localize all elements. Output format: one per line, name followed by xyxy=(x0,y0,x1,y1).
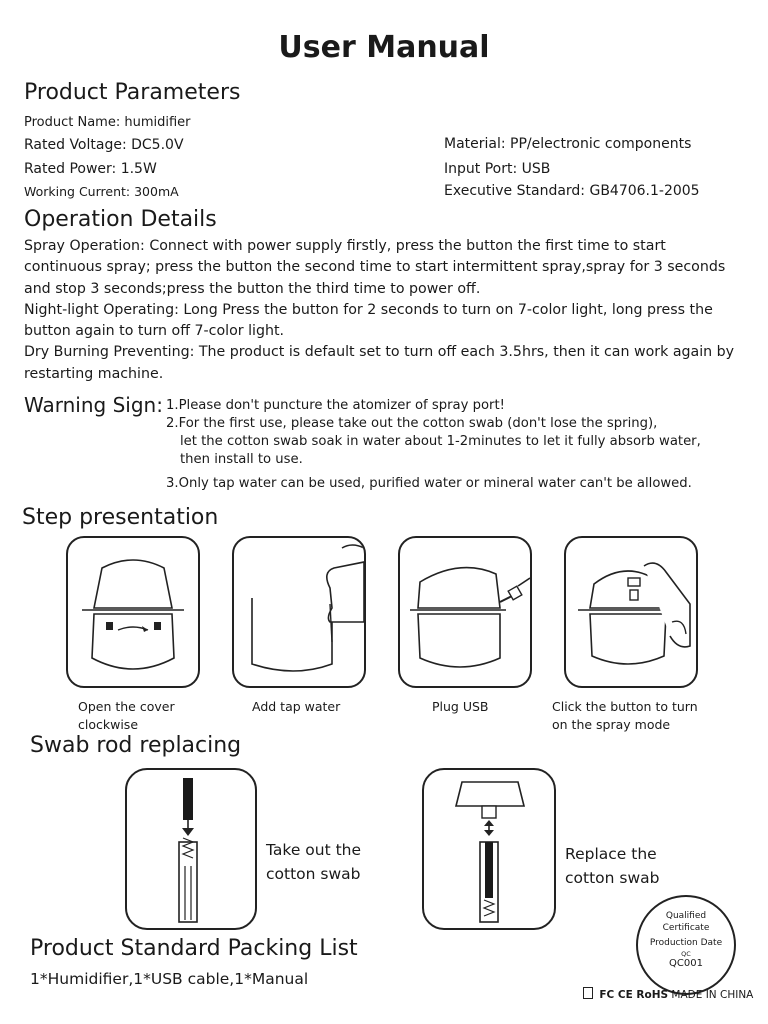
rated-power: Rated Power: 1.5W xyxy=(24,161,157,177)
step-1-caption-line-2: clockwise xyxy=(78,717,139,732)
swab-heading: Swab rod replacing xyxy=(30,733,242,758)
made-in-label: MADE IN CHINA xyxy=(671,989,754,1001)
compliance-marks: FC CE RoHS xyxy=(599,989,669,1001)
spray-operation: Spray Operation: Connect with power supply firstly, press the button the first time to start continuous spray; press the button the second time to start intermittent spray,spray for 3 seconds and stop 3 seconds;press the button the third time to power off. xyxy=(24,238,726,297)
product-name: Product Name: humidifier xyxy=(24,115,191,130)
dry-burning-operation: Dry Burning Preventing: The product is default set to turn off each 3.5hrs, then it can work again by restarting machine. xyxy=(24,344,735,382)
step-4-caption-line-1: Click the button to turn xyxy=(552,699,698,714)
cert-line-1: Qualified xyxy=(665,911,707,921)
operation-heading: Operation Details xyxy=(24,207,217,232)
step-click-button-figure xyxy=(564,536,698,688)
working-current: Working Current: 300mA xyxy=(24,184,179,199)
step-add-water-figure xyxy=(232,536,366,688)
params-heading: Product Parameters xyxy=(24,80,241,105)
night-light-operation: Night-light Operating: Long Press the button for 2 seconds to turn on 7-color light, long press the button again to turn off 7-color light. xyxy=(24,301,713,340)
take-out-line-1: Take out the xyxy=(266,841,362,859)
step-4-caption-line-2: on the spray mode xyxy=(552,717,671,732)
step-3-caption: Plug USB xyxy=(432,699,489,714)
cert-line-3: Production Date xyxy=(649,938,723,948)
packing-heading: Product Standard Packing List xyxy=(30,936,358,961)
rated-voltage: Rated Voltage: DC5.0V xyxy=(24,137,184,153)
swab-replace-figure xyxy=(422,768,556,930)
replace-line-2: cotton swab xyxy=(565,869,660,887)
warning-line-3: let the cotton swab soak in water about 1-2minutes to let it fully absorb water, xyxy=(180,434,701,449)
material: Material: PP/electronic components xyxy=(444,136,692,152)
manual-title: User Manual xyxy=(278,30,490,65)
cert-line-4: QC xyxy=(681,949,691,958)
cert-line-5: QC001 xyxy=(669,957,703,969)
usb-plug-icon xyxy=(400,538,530,686)
humidifier-open-icon xyxy=(68,538,198,686)
warning-line-4: then install to use. xyxy=(180,452,303,467)
step-plug-usb-figure xyxy=(398,536,532,688)
water-jug-icon xyxy=(234,538,364,686)
executive-standard: Executive Standard: GB4706.1-2005 xyxy=(444,183,700,199)
swab-take-out-figure xyxy=(125,768,257,930)
steps-heading: Step presentation xyxy=(22,505,219,530)
warning-label: Warning Sign: xyxy=(24,393,163,417)
packing-items: 1*Humidifier,1*USB cable,1*Manual xyxy=(30,970,309,988)
operation-body xyxy=(24,236,744,385)
input-port: Input Port: USB xyxy=(444,161,551,177)
replace-line-1: Replace the xyxy=(565,845,657,863)
step-1-caption-line-1: Open the cover xyxy=(78,699,175,714)
certification-marks xyxy=(583,987,753,1001)
take-out-line-2: cotton swab xyxy=(266,865,361,883)
swab-insert-icon xyxy=(424,770,554,928)
step-open-cover-figure xyxy=(66,536,200,688)
warning-line-5: 3.Only tap water can be used, purified water or mineral water can't be allowed. xyxy=(166,476,692,491)
qualified-certificate-seal xyxy=(636,895,736,995)
warning-line-1: 1.Please don't puncture the atomizer of spray port! xyxy=(166,398,505,413)
swab-remove-icon xyxy=(127,770,255,928)
hand-press-icon xyxy=(566,538,696,686)
weee-bin-icon xyxy=(583,987,593,999)
warning-line-2: 2.For the first use, please take out the cotton swab (don't lose the spring), xyxy=(166,416,658,431)
cert-line-2: Certificate xyxy=(662,922,710,933)
step-2-caption: Add tap water xyxy=(252,699,341,714)
